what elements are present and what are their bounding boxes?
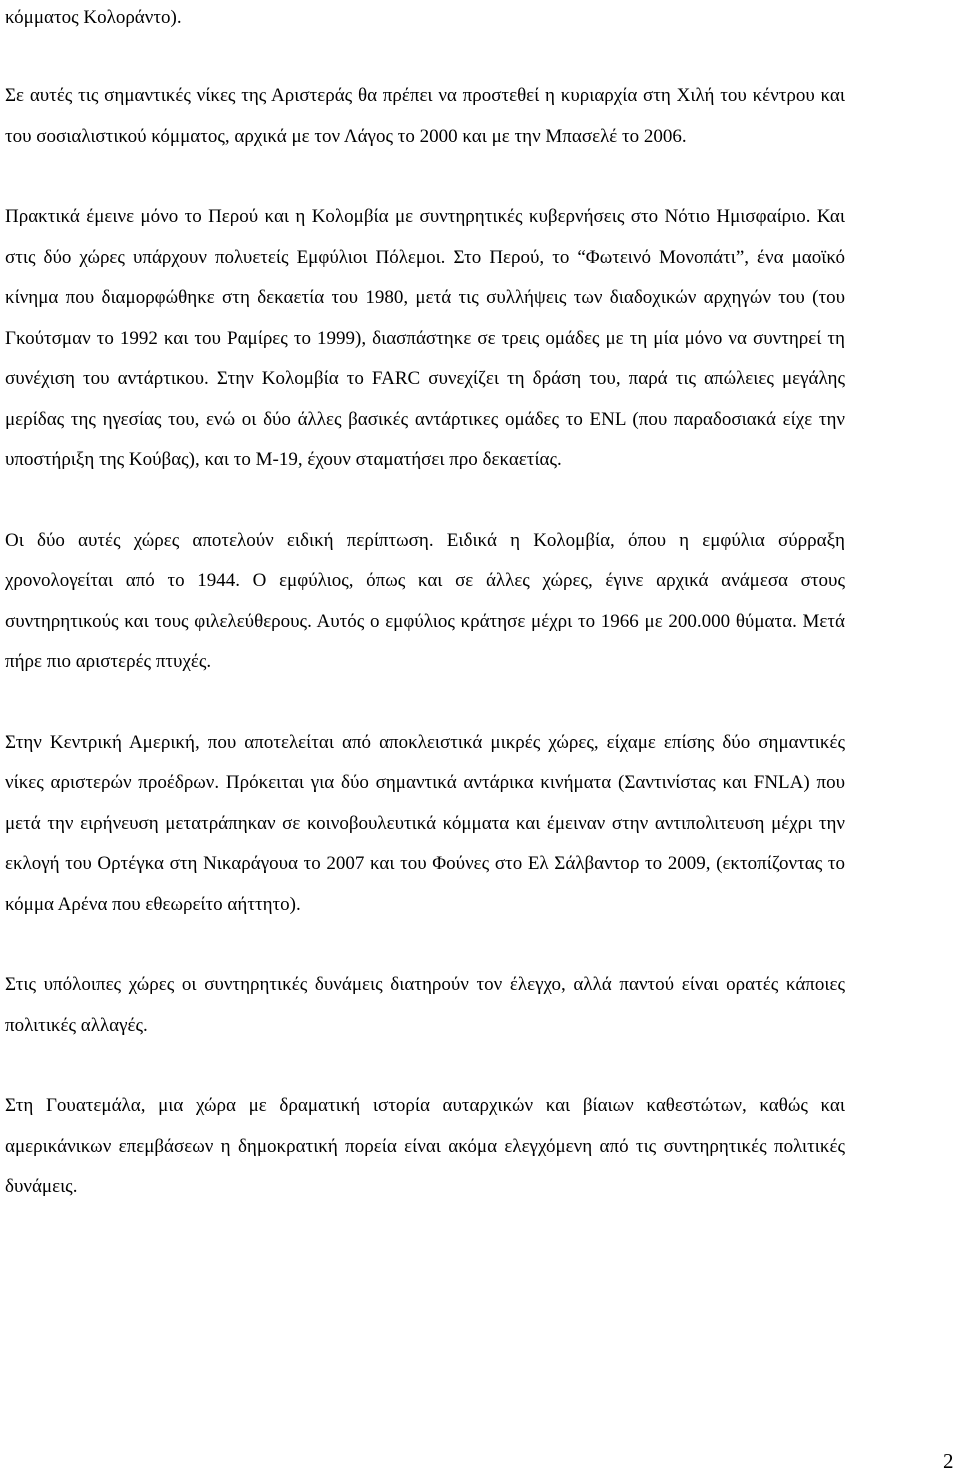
paragraph-central-america: Στην Κεντρική Αμερική, που αποτελείται από αποκλειστικά μικρές χώρες, είχαμε επίσης δύο σημαντικές νίκες αριστερών προέδρων. Πρόκειται για δύο σημαντικά αντάρικα κινήματα (Σαντινίστας και FNLA) που μετά την ειρήνευση μετατράπηκαν σε κοινοβουλευτικά κόμματα και έμειναν στην αντιπολιτευση μέχρι την εκλογή του Ορτέγκα στη Νικαράγουα το 2007 και του Φούνες στο Ελ Σάλβαντορ το 2009, (εκτοπίζοντας το κόμμα Αρένα που εθεωρείτο αήττητο). xyxy=(5,731,845,915)
paragraph-continuation: κόμματος Κολοράντο). xyxy=(5,7,182,28)
paragraph-guatemala: Στη Γουατεμάλα, μια χώρα με δραματική ιστορία αυταρχικών και βίαιων καθεστώτων, καθώς και αμερικάνικων επεμβάσεων η δημοκρατική πορεία είναι ακόμα ελεγχόμενη από τις συντηρητικές πολιτικές δυνάμεις. xyxy=(5,1095,845,1197)
paragraph-gap xyxy=(5,157,845,197)
paragraph-gap xyxy=(5,683,845,723)
paragraph-gap xyxy=(5,1046,845,1086)
paragraph-chile: Σε αυτές τις σημαντικές νίκες της Αριστεράς θα πρέπει να προστεθεί η κυριαρχία στη Χιλή του κέντρου και του σοσιαλιστικού κόμματος, αρχικά με τον Λάγος το 2000 και με την Μπασελέ το 2006. xyxy=(5,85,845,147)
document-body xyxy=(5,0,845,1208)
paragraph-gap xyxy=(5,925,845,965)
paragraph-peru-colombia: Πρακτικά έμεινε μόνο το Περού και η Κολομβία με συντηρητικές κυβερνήσεις στο Νότιο Ημισφαίριο. Και στις δύο χώρες υπάρχουν πολυετείς Εμφύλιοι Πόλεμοι. Στο Περού, το “Φωτεινό Μονοπάτι”, ένα μαοϊκό κίνημα που διαμορφώθηκε στη δεκαετία του 1980, μετά τις συλλήψεις των διαδοχικών αρχηγών του (του Γκούτσμαν το 1992 και του Ραμίρες το 1999), διασπάστηκε σε τρεις ομάδες με τη μία μόνο να συντηρεί τη συνέχιση του αντάρτικου. Στην Κολομβία το FARC συνεχίζει τη δράση του, παρά τις απώλειες μεγάλης μερίδας της ηγεσίας του, ενώ οι δύο άλλες βασικές αντάρτικες ομάδες το ENL (που παραδοσιακά είχε την υποστήριξη της Κούβας), και το Μ-19, έχουν σταματήσει προ δεκαετίας. xyxy=(5,206,845,470)
paragraph-gap xyxy=(5,481,845,521)
paragraph-special-case: Οι δύο αυτές χώρες αποτελούν ειδική περίπτωση. Ειδικά η Κολομβία, όπου η εμφύλια σύρραξη χρονολογείται από το 1944. Ο εμφύλιος, όπως και σε άλλες χώρες, έγινε αρχικά ανάμεσα στους συντηρητικούς και τους φιλελεύθερους. Αυτός ο εμφύλιος κράτησε μέχρι το 1966 με 200.000 θύματα. Μετά πήρε πιο αριστερές πτυχές. xyxy=(5,529,845,672)
paragraph-other-countries: Στις υπόλοιπες χώρες οι συντηρητικές δυνάμεις διατηρούν τον έλεγχο, αλλά παντού είναι ορατές κάποιες πολιτικές αλλαγές. xyxy=(5,974,845,1036)
paragraph-gap xyxy=(5,36,845,76)
page-number: 2 xyxy=(943,1449,954,1473)
